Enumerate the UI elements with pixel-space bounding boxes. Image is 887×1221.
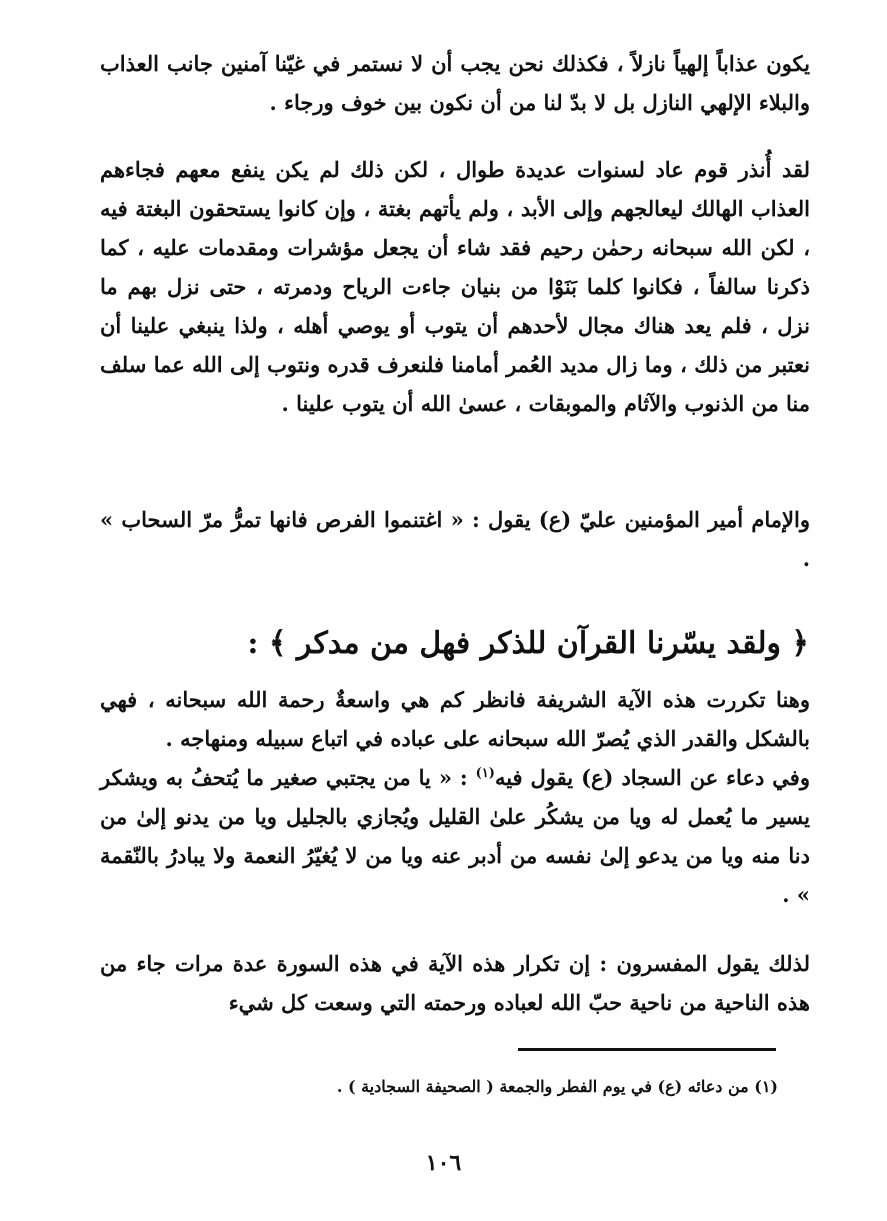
- page-number: ١٠٦: [425, 1150, 462, 1176]
- paragraph-6-text: لذلك يقول المفسرون : إن تكرار هذه الآية في هذه السورة عدة مرات جاء من هذه الناحية من ناحية حبّ الله لعباده ورحمته التي وسعت كل شيء: [100, 951, 810, 1015]
- paragraph-5-part-a: وفي دعاء عن السجاد (ع) يقول فيه: [494, 765, 810, 790]
- paragraph-3: [100, 500, 810, 578]
- paragraph-2-text: لقد أُنذر قوم عاد لسنوات عديدة طوال ، لكن ذلك لم يكن ينفع معهم فجاءهم العذاب الهالك ليعالجهم وإلى الأبد ، ولم يأتهم بغتة ، وإن كانوا يستحقون البغتة فيه ، لكن الله سبحانه رحمٰن رحيم فقد شاء أن يجعل مؤشرات ومقدمات عليه ، كما ذكرنا سالفاً ، فكانوا كلما بَنَوْا من بنيان جاءت الرياح ودمرته ، حتى نزل بهم ما نزل ، فلم يعد هناك مجال لأحدهم أن يتوب أو يوصي أهله ، ولذا ينبغي علينا أن نعتبر من ذلك ، وما زال مديد العُمر أمامنا فلنعرف قدره ونتوب إلى الله عما سلف منا من الذنوب والآثام والموبقات ، عسىٰ الله أن يتوب علينا .: [100, 157, 810, 416]
- paragraph-4: [100, 680, 810, 758]
- paragraph-3-text: والإمام أمير المؤمنين عليّ (ع) يقول : « اغتنموا الفرص فانها تمرُّ مرّ السحاب » .: [100, 507, 810, 571]
- paragraph-5: [100, 758, 810, 914]
- footnote: (١) من دعائه (ع) في يوم الفطر والجمعة ( الصحيفة السجادية ) .: [336, 1077, 778, 1096]
- paragraph-2: [100, 150, 810, 423]
- footnote-reference: (١): [475, 766, 495, 781]
- section-heading: ﴿ ولقد يسّرنا القرآن للذكر فهل من مدكر ﴾ :: [247, 626, 809, 661]
- paragraph-1-text: يكون عذاباً إلهياً نازلاً ، فكذلك نحن يجب أن لا نستمر في غيّنا آمنين جانب العذاب والبلاء الإلهي النازل بل لا بدّ لنا من أن نكون بين خوف ورجاء .: [100, 51, 810, 115]
- paragraph-4-text: وهنا تكررت هذه الآية الشريفة فانظر كم هي واسعةٌ رحمة الله سبحانه ، فهي بالشكل والقدر الذي يُصرّ الله سبحانه على عباده في اتباع سبيله ومنهاجه .: [100, 687, 810, 751]
- paragraph-1: [100, 44, 810, 122]
- footnote-divider: [518, 1048, 776, 1051]
- paragraph-5-part-b: : « يا من يجتبي صغير ما يُتحفُ به ويشكر يسير ما يُعمل له ويا من يشكُر علىٰ القليل ويُجازي بالجليل ويا من يدنو إلىٰ من دنا منه ويا من يدعو إلىٰ نفسه من أدبر عنه ويا من لا يُغيّرُ النعمة ولا يبادرُ بالنّقمة » .: [100, 765, 810, 907]
- paragraph-6: [100, 944, 810, 1022]
- paragraph-5-text: [100, 758, 810, 914]
